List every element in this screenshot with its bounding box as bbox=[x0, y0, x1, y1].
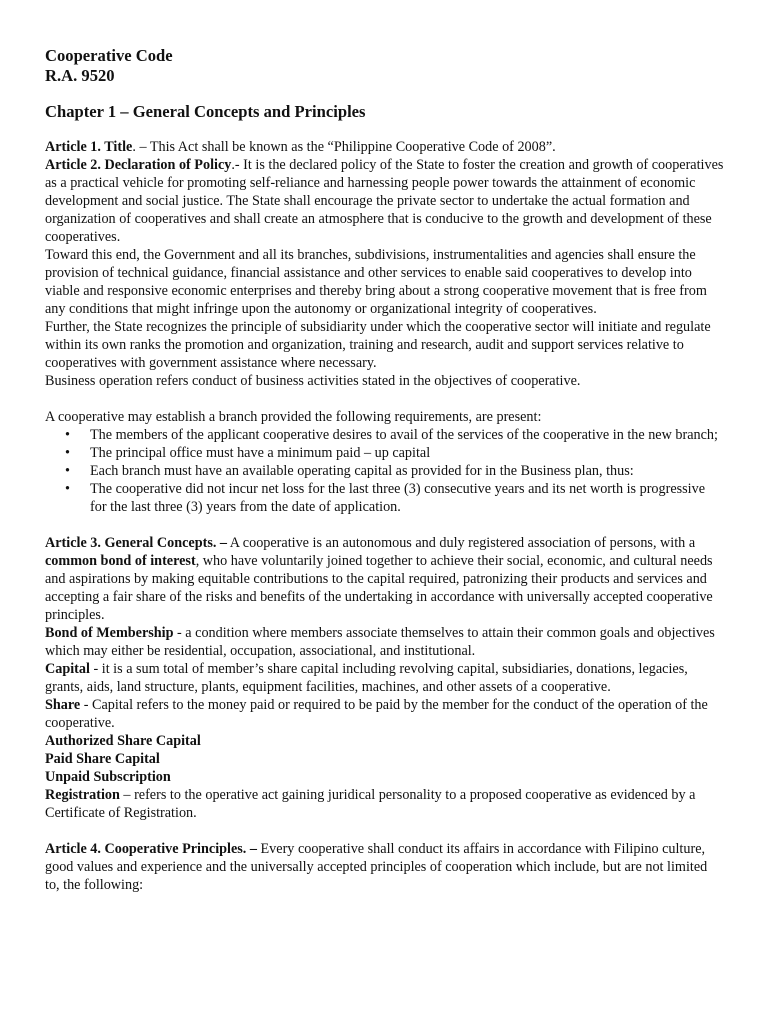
article-2-paragraph-3: Further, the State recognizes the principle of subsidiarity under which the cooperative sector will initiate and regulate within its own ranks the promotion and organization, training and research, audit and support services relative to cooperatives with government assistance where necessary. bbox=[45, 319, 711, 371]
branch-intro: A cooperative may establish a branch provided the following requirements, are present: bbox=[45, 409, 542, 425]
bond-of-membership-definition: Bond of Membership - a condition where members associate themselves to attain their common goals and objectives which may either be residential, occupation, associational, and institutional. bbox=[45, 625, 715, 659]
list-item: • The principal office must have a minimum paid – up capital bbox=[65, 445, 431, 461]
bullet-icon: • bbox=[65, 481, 70, 497]
paid-share-capital-term: Paid Share Capital bbox=[45, 751, 160, 767]
article-2 bbox=[45, 156, 724, 246]
document-title: Cooperative Code bbox=[45, 46, 173, 65]
capital-definition: Capital - it is a sum total of member’s share capital including revolving capital, subsidiaries, donations, legacies, grants, aids, land structure, plants, equipment facilities, machines, and other assets of a cooperative. bbox=[45, 661, 688, 695]
list-item: • Each branch must have an available operating capital as provided for in the Business plan, thus: bbox=[65, 463, 634, 479]
registration-definition: Registration – refers to the operative act gaining juridical personality to a proposed cooperative as evidenced by a Certificate of Registration. bbox=[45, 787, 696, 821]
bullet-icon: • bbox=[65, 427, 70, 443]
bullet-icon: • bbox=[65, 445, 70, 461]
article-1-text: . – This Act shall be known as the “Philippine Cooperative Code of 2008”. bbox=[132, 139, 556, 155]
article-4: Article 4. Cooperative Principles. – Every cooperative shall conduct its affairs in accordance with Filipino culture, good values and experience and the universally accepted principles of cooperation which include, but are not limited to, the following: bbox=[45, 841, 708, 893]
list-item: • The cooperative did not incur net loss for the last three (3) consecutive years and its net worth is progressive for the last three (3) years from the date of application. bbox=[65, 481, 706, 515]
article-2-label: Article 2. Declaration of Policy bbox=[45, 157, 232, 173]
authorized-share-capital-term: Authorized Share Capital bbox=[45, 733, 201, 749]
article-2-paragraph-4: Business operation refers conduct of business activities stated in the objectives of cooperative. bbox=[45, 373, 581, 389]
bullet-icon: • bbox=[65, 463, 70, 479]
branch-requirements-list bbox=[45, 426, 724, 516]
article-1-label: Article 1. Title bbox=[45, 139, 133, 155]
article-3: Article 3. General Concepts. – A cooperative is an autonomous and duly registered association of persons, with a common bond of interest, who have voluntarily joined together to achieve their social, economic, and cultural needs and aspirations by making equitable contributions to the capital required, patronizing their products and services and accepting a fair share of the risks and benefits of the undertaking in accordance with universally accepted cooperative principles. bbox=[45, 535, 713, 623]
article-1 bbox=[45, 138, 724, 156]
common-bond-term: common bond of interest bbox=[45, 553, 196, 569]
article-2-text: .- It is the declared policy of the State to foster the creation and growth of cooperatives as a practical vehicle for promoting self-reliance and harnessing people power towards the attainment of economic development and social justice. The State shall encourage the private sector to undertake the actual formation and organization of cooperatives and shall create an atmosphere that is conducive to the growth and development of these cooperatives. bbox=[45, 157, 724, 245]
document-act-number: R.A. 9520 bbox=[45, 66, 115, 85]
chapter-heading: Chapter 1 – General Concepts and Principles bbox=[45, 102, 366, 121]
article-4-label: Article 4. Cooperative Principles. – bbox=[45, 841, 257, 857]
unpaid-subscription-term: Unpaid Subscription bbox=[45, 769, 171, 785]
article-2-paragraph-2: Toward this end, the Government and all its branches, subdivisions, instrumentalities and agencies shall ensure the provision of technical guidance, financial assistance and other services to enable said cooperatives to develop into viable and responsive economic enterprises and thereby bring about a strong cooperative movement that is free from any conditions that might infringe upon the autonomy or organizational integrity of cooperatives. bbox=[45, 247, 707, 317]
share-definition: Share - Capital refers to the money paid or required to be paid by the member for the conduct of the operation of the cooperative. bbox=[45, 697, 708, 731]
list-item: • The members of the applicant cooperative desires to avail of the services of the cooperative in the new branch; bbox=[65, 427, 718, 443]
article-3-label: Article 3. General Concepts. – bbox=[45, 535, 228, 551]
